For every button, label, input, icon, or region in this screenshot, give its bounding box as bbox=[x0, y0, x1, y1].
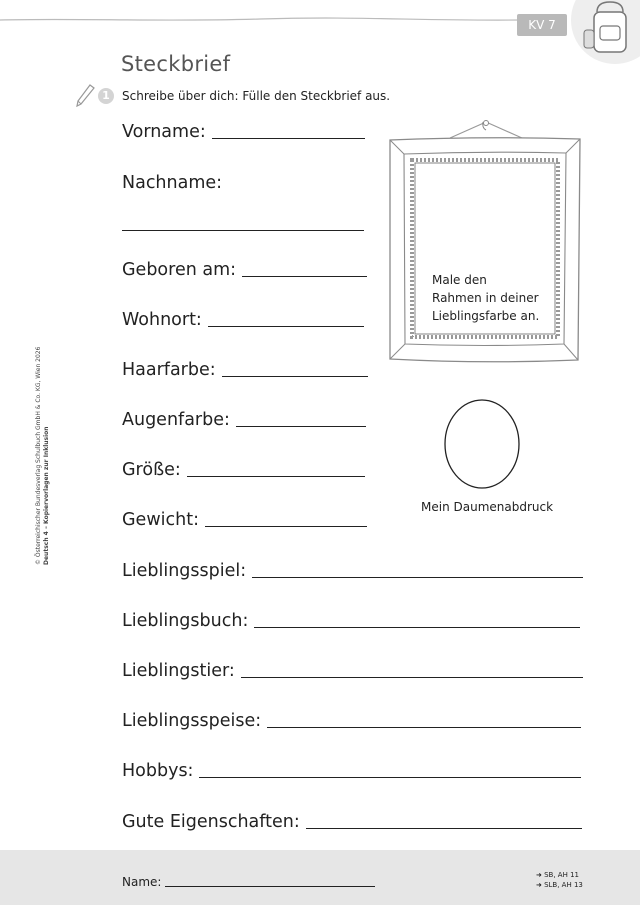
field-label: Lieblingsspeise: bbox=[122, 711, 262, 731]
field-label: Vorname: bbox=[122, 122, 206, 142]
reference-slb: ➜ SLB, AH 13 bbox=[536, 881, 583, 889]
task-number: 1 bbox=[98, 88, 114, 104]
frame-line-2: Rahmen in deiner bbox=[432, 291, 539, 305]
field-groesse bbox=[122, 460, 365, 480]
copyright-note bbox=[35, 347, 51, 565]
frame-line-3: Lieblingsfarbe an. bbox=[432, 309, 540, 323]
backpack-icon bbox=[570, 0, 640, 70]
book-title-line: Deutsch 4 – Kopiervorlagen zur Inklusion bbox=[43, 426, 50, 565]
field-label: Lieblingsspiel: bbox=[122, 561, 247, 581]
copyright-line: © Österreichischer Bundesverlag Schulbuch GmbH & Co. KG, Wien 2026 bbox=[35, 346, 42, 565]
task-instruction: Schreibe über dich: Fülle den Steckbrief aus. bbox=[122, 89, 391, 103]
frame-line-1: Male den bbox=[432, 273, 487, 287]
field-eigenschaften bbox=[122, 812, 582, 832]
answer-line[interactable] bbox=[242, 275, 367, 277]
field-wohnort bbox=[122, 310, 364, 330]
field-hobbys bbox=[122, 761, 581, 781]
field-vorname bbox=[122, 122, 365, 142]
answer-line[interactable] bbox=[187, 475, 365, 477]
field-label: Gute Eigenschaften: bbox=[122, 812, 300, 832]
answer-line[interactable] bbox=[306, 827, 582, 829]
field-augenfarbe bbox=[122, 410, 366, 430]
field-nachname bbox=[122, 173, 222, 193]
field-lieblingsspeise bbox=[122, 711, 581, 731]
field-geboren bbox=[122, 260, 367, 280]
field-label: Augenfarbe: bbox=[122, 410, 230, 430]
worksheet-badge: KV 7 bbox=[517, 14, 567, 36]
page-title: Steckbrief bbox=[121, 52, 231, 76]
answer-line[interactable] bbox=[236, 425, 366, 427]
answer-line[interactable] bbox=[122, 230, 364, 231]
answer-line[interactable] bbox=[267, 726, 581, 728]
footer-name-line[interactable] bbox=[165, 886, 375, 887]
field-haarfarbe bbox=[122, 360, 368, 380]
field-label: Gewicht: bbox=[122, 510, 199, 530]
answer-line[interactable] bbox=[199, 776, 581, 778]
thumbprint-oval[interactable] bbox=[443, 398, 521, 490]
field-label: Geboren am: bbox=[122, 260, 237, 280]
answer-line[interactable] bbox=[208, 325, 364, 327]
answer-line[interactable] bbox=[241, 676, 583, 678]
footer-name-label: Name: bbox=[122, 875, 162, 889]
pencil-icon bbox=[74, 83, 96, 109]
field-label: Lieblingsbuch: bbox=[122, 611, 249, 631]
book-references bbox=[536, 870, 583, 890]
field-label: Größe: bbox=[122, 460, 181, 480]
reference-sb: ➜ SB, AH 11 bbox=[536, 871, 579, 879]
field-label: Haarfarbe: bbox=[122, 360, 216, 380]
field-lieblingsspiel bbox=[122, 561, 583, 581]
answer-line[interactable] bbox=[212, 137, 365, 139]
answer-line[interactable] bbox=[222, 375, 368, 377]
answer-line[interactable] bbox=[254, 626, 580, 628]
footer-name-field bbox=[122, 875, 375, 889]
answer-line[interactable] bbox=[252, 576, 583, 578]
thumbprint-label: Mein Daumenabdruck bbox=[421, 500, 554, 514]
field-label: Wohnort: bbox=[122, 310, 202, 330]
field-label: Nachname: bbox=[122, 173, 223, 193]
picture-frame[interactable] bbox=[386, 118, 584, 364]
field-lieblingstier bbox=[122, 661, 583, 681]
field-label: Lieblingstier: bbox=[122, 661, 235, 681]
frame-instruction bbox=[432, 271, 539, 325]
answer-line[interactable] bbox=[205, 525, 367, 527]
field-label: Hobbys: bbox=[122, 761, 194, 781]
field-gewicht bbox=[122, 510, 367, 530]
field-lieblingsbuch bbox=[122, 611, 580, 631]
